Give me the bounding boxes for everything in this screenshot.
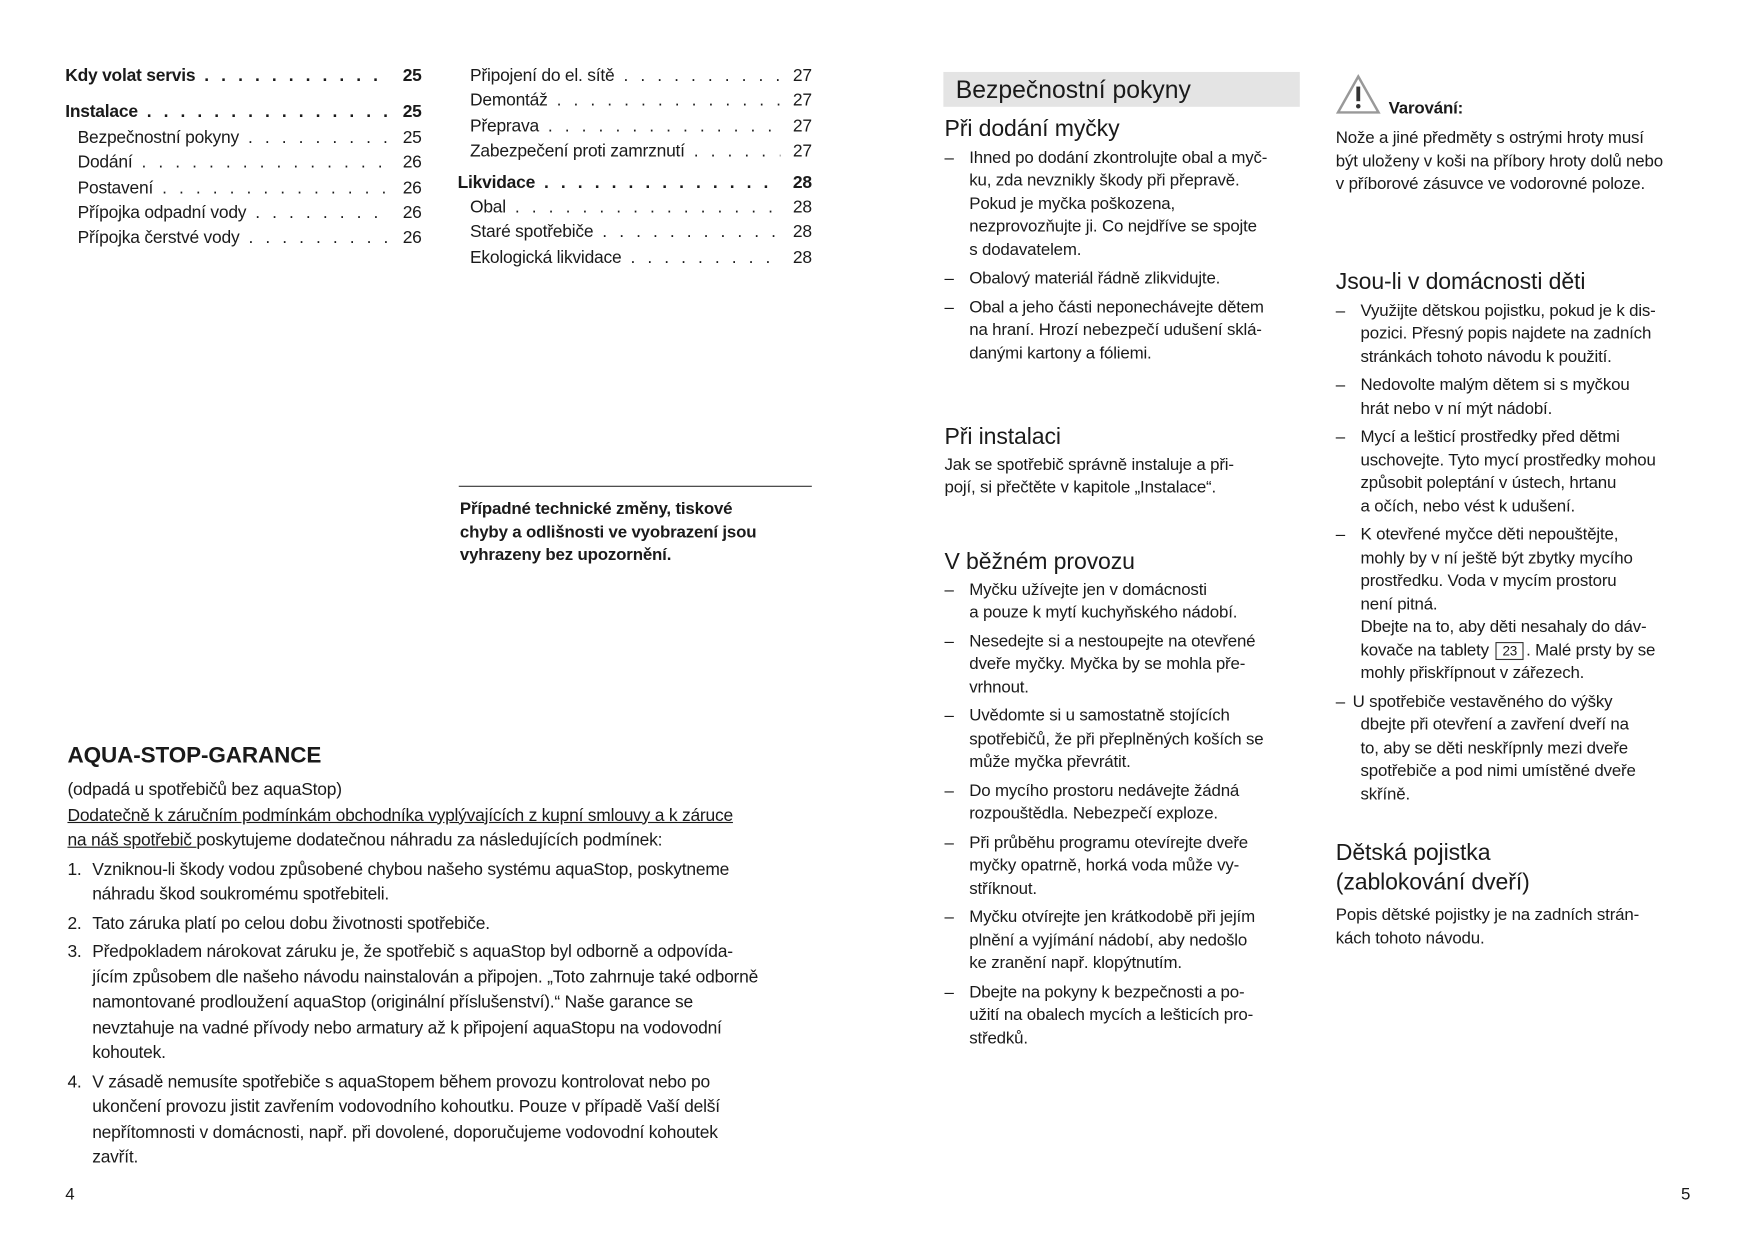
aqua-stop-section	[67, 778, 820, 1174]
toc-label: Přípojka čerstvé vody	[77, 228, 240, 248]
toc-label: Likvidace	[457, 172, 536, 192]
toc-label: Kdy volat servis	[65, 66, 196, 86]
dash-bullet: –	[1335, 427, 1346, 447]
toc-label: Připojení do el. sítě	[469, 66, 615, 86]
item-text-part: K otevřené myčce děti nepouštějte, mohly by v ní ještě být zbytky mycího prostředku. Voda v mycím prostoru není pitná. Dbejte na to, aby děti nesahaly do dáv- kovače na tablety	[1360, 525, 1647, 660]
dash-bullet: –	[944, 780, 954, 801]
aqua-stop-condition	[67, 857, 820, 908]
section-title: Bezpečnostní pokyny	[955, 75, 1191, 104]
children-section	[1335, 268, 1696, 812]
toc-page: 26	[402, 153, 422, 173]
dash-bullet: –	[944, 982, 954, 1002]
toc-entry[interactable]	[458, 198, 812, 223]
item-text: Využijte dětskou pojistku, pokud je k dis- pozici. Přesný popis najdete na zadních stránkách tohoto návodu k použití.	[1360, 300, 1656, 366]
toc-page: 26	[402, 203, 422, 223]
toc-page: 25	[402, 66, 422, 86]
toc-page: 27	[792, 141, 812, 161]
toc-leader	[602, 223, 780, 243]
item-text: Dbejte na pokyny k bezpečnosti a po- užití na obalech mycích a lešticích pro- středků.	[969, 982, 1254, 1048]
list-item	[944, 296, 1304, 365]
toc-entry[interactable]	[458, 248, 812, 273]
toc-entry[interactable]	[458, 223, 812, 248]
list-item	[944, 147, 1304, 262]
child-lock-heading: Dětská pojistka (zablokování dveří)	[1335, 839, 1530, 896]
toc-page: 26	[402, 228, 422, 248]
dash-bullet: –	[944, 907, 954, 927]
notice-divider	[459, 486, 812, 487]
toc-leader	[548, 117, 780, 137]
toc-leader	[515, 198, 780, 218]
installation-heading: Při instalaci	[944, 423, 1061, 450]
toc-entry[interactable]	[458, 142, 812, 167]
item-number: 3.	[67, 942, 82, 962]
list-item	[1336, 426, 1696, 518]
section-title-box	[943, 72, 1299, 107]
delivery-heading: Při dodání myčky	[944, 115, 1120, 142]
dash-bullet: –	[944, 147, 954, 167]
aqua-stop-condition	[67, 911, 820, 936]
item-text: Obal a jeho části neponechávejte dětem na hraní. Hrozí nebezpečí udušení sklá- danými kartony a fóliemi.	[969, 297, 1264, 363]
toc-entry[interactable]	[458, 117, 812, 142]
technical-changes-notice: Případné technické změny, tiskové chyby a odlišnosti ve vyobrazení jsou vyhrazeny bez upozornění.	[459, 499, 757, 565]
aqua-stop-condition	[67, 940, 820, 1066]
list-item	[944, 705, 1304, 774]
item-text: Vzniknou-li škody vodou způsobené chybou našeho systému aquaStop, poskytneme náhradu škod soukromému spotřebiteli.	[92, 859, 730, 905]
toc-page: 25	[402, 102, 422, 122]
aqua-stop-subtitle: (odpadá u spotřebičů bez aquaStop)	[67, 780, 342, 800]
toc-page: 25	[402, 127, 422, 148]
item-text	[1361, 524, 1656, 685]
aqua-stop-condition	[67, 1070, 820, 1171]
toc-page: 26	[402, 178, 422, 198]
dash-bullet: –	[1335, 375, 1346, 395]
dash-bullet: –	[944, 268, 954, 288]
list-item	[1336, 300, 1696, 369]
toc-entry[interactable]	[65, 66, 421, 91]
list-item	[944, 579, 1304, 625]
toc-leader	[544, 173, 780, 193]
toc-entry[interactable]	[458, 92, 812, 117]
toc-leader	[147, 103, 390, 123]
toc-leader	[623, 66, 780, 86]
list-item	[1336, 691, 1696, 806]
operation-heading: V běžném provozu	[944, 548, 1135, 575]
figure-reference[interactable]: 23	[1496, 641, 1524, 659]
toc-leader	[248, 229, 390, 249]
item-text: Myčku užívejte jen v domácnosti a pouze k mytí kuchyňského nádobí.	[969, 579, 1238, 622]
toc-entry[interactable]	[65, 178, 421, 203]
dash-bullet: –	[1335, 525, 1346, 545]
item-text: Předpokladem nárokovat záruku je, že spotřebič s aquaStop byl odborně a odpovída- jícím způsobem dle našeho návodu nainstalován a připojen. „Toto zahrnuje také odborně namontované prodloužení aquaStop (originální příslušenství).“ Naše garance se nevztahuje na vadné přívody nebo armatury až k připojení aquaStopu na vodovodní kohoutek.	[92, 942, 759, 1063]
item-text: Tato záruka platí po celou dobu životnosti spotřebiče.	[92, 913, 490, 933]
toc-entry[interactable]	[65, 128, 421, 153]
list-item	[944, 831, 1304, 900]
toc-label: Bezpečnostní pokyny	[77, 127, 239, 148]
item-text: V zásadě nemusíte spotřebiče s aquaStopem během provozu kontrolovat nebo po ukončení provozu jistit zavřením vodovodního kohoutku. Pouze v případě Vaší delší nepřítomnosti v domácnosti, např. při dovolené, doporučujeme vodovodní kohoutek zavřít.	[92, 1072, 720, 1168]
toc-page: 28	[792, 172, 812, 192]
toc-entry[interactable]	[65, 103, 421, 128]
toc-page: 28	[792, 248, 812, 268]
item-text: Ihned po dodání zkontrolujte obal a myč- ku, zda nevznikly škody při přepravě. Pokud je myčka poškozena, nezprovozňujte ji. Co nejdříve se spojte s dodavatelem.	[969, 147, 1268, 260]
toc-page: 27	[792, 66, 812, 86]
toc-entry[interactable]	[65, 203, 421, 228]
toc-label: Demontáž	[469, 91, 548, 111]
dash-bullet: –	[944, 706, 954, 726]
toc-page: 27	[792, 91, 812, 111]
dash-bullet: –	[944, 579, 954, 599]
item-text: Při průběhu programu otevírejte dveře myčky opatrně, horká voda může vy- stříknout.	[969, 832, 1248, 898]
page-number-left: 4	[65, 1185, 75, 1205]
page-number-right: 5	[1680, 1185, 1691, 1205]
toc-leader	[204, 66, 390, 86]
item-text: Nesedejte si a nestoupejte na otevřené dveře myčky. Myčka by se mohla pře- vrhnout.	[969, 631, 1256, 697]
item-text: Myčku otvírejte jen krátkodobě při jejím plnění a vyjímání nádobí, aby nedošlo ke zranění např. klopýtnutím.	[969, 907, 1255, 973]
dash-bullet: –	[944, 297, 954, 317]
item-text-part: . Malé prsty by se mohly přiskřípnout v zářezech.	[1360, 640, 1656, 683]
operation-section	[944, 548, 1304, 1056]
list-item	[1336, 374, 1696, 420]
item-number: 1.	[67, 859, 82, 879]
list-item	[944, 981, 1304, 1050]
item-text: Do mycího prostoru nedávejte žádná rozpouštědla. Nebezpečí exploze.	[969, 780, 1240, 824]
aqua-stop-title: AQUA-STOP-GARANCE	[67, 743, 322, 768]
child-lock-text: Popis dětské pojistky je na zadních strán- kách tohoto návodu.	[1335, 905, 1640, 948]
child-lock-section	[1336, 839, 1696, 950]
item-text: Obalový materiál řádně zlikvidujte.	[969, 268, 1221, 288]
toc-page: 27	[792, 116, 812, 136]
dash-bullet: –	[1335, 300, 1346, 320]
list-item	[1336, 524, 1696, 685]
toc-label: Staré spotřebiče	[469, 223, 594, 243]
toc-label: Postavení	[77, 178, 154, 198]
installation-text: Jak se spotřebič správně instaluje a při- pojí, si přečtěte v kapitole „Instalace“.	[944, 454, 1234, 497]
warning-text: Nože a jiné předměty s ostrými hroty musí být uloženy v koši na příbory hroty dolů nebo v příborové zásuvce ve vodorovné poloze.	[1335, 128, 1663, 194]
dash-bullet: –	[944, 832, 954, 852]
item-text: Nedovolte malým dětem si s myčkou hrát nebo v ní mýt nádobí.	[1360, 375, 1630, 418]
toc-label: Zabezpečení proti zamrznutí	[469, 141, 685, 161]
installation-section	[944, 423, 1304, 500]
children-heading: Jsou-li v domácnosti děti	[1335, 268, 1586, 295]
list-item	[944, 630, 1304, 699]
item-text: Mycí a lešticí prostředky před dětmi uschovejte. Tyto mycí prostředky mohou způsobit poleptání v ústech, hrtanu a očích, nebo vést k udušení.	[1360, 427, 1656, 516]
toc-leader	[162, 178, 390, 198]
aqua-stop-intro: poskytujeme dodatečnou náhradu za následujících podmínek:	[196, 830, 663, 851]
toc-label: Ekologická likvidace	[469, 248, 622, 268]
toc-label: Přeprava	[469, 116, 539, 136]
toc-entry[interactable]	[65, 153, 421, 178]
aqua-stop-intro-underlined: Dodatečně k záručním podmínkám obchodníka vyplývajících z kupní smlouvy a k záruce na náš spotřebič	[67, 805, 733, 851]
toc-column-1	[65, 66, 421, 253]
toc-page: 28	[792, 223, 812, 243]
toc-entry[interactable]	[458, 66, 812, 91]
toc-label: Přípojka odpadní vody	[77, 203, 247, 223]
toc-entry[interactable]	[458, 173, 812, 198]
list-item	[944, 906, 1304, 975]
toc-leader	[255, 203, 390, 223]
toc-label: Instalace	[65, 102, 138, 122]
dash-bullet: –	[944, 631, 954, 651]
toc-page: 28	[792, 197, 812, 217]
toc-leader	[141, 153, 390, 173]
item-text: U spotřebiče vestavěného do výšky dbejte při otevření a zavření dveří na to, aby se děti neskřípnly mezi dveře spotřebiče a pod nimi umístěné dveře skříně.	[1352, 692, 1636, 804]
toc-label: Obal	[469, 197, 506, 217]
toc-column-2	[458, 66, 812, 273]
list-item	[944, 268, 1304, 291]
dash-bullet: –	[1335, 692, 1346, 712]
toc-label: Dodání	[77, 153, 133, 173]
delivery-section	[944, 115, 1304, 371]
toc-leader	[694, 142, 781, 162]
item-number: 2.	[67, 913, 82, 933]
item-text: Uvědomte si u samostatně stojících spotřebičů, že při přeplněných koších se může myčka převrátit.	[969, 706, 1264, 772]
list-item	[944, 780, 1304, 826]
toc-entry[interactable]	[65, 229, 421, 254]
warning-icon	[1336, 74, 1381, 120]
toc-leader	[557, 92, 781, 112]
toc-leader	[630, 248, 780, 268]
item-number: 4.	[67, 1072, 82, 1092]
toc-leader	[248, 128, 390, 148]
warning-label: Varování:	[1388, 98, 1464, 119]
